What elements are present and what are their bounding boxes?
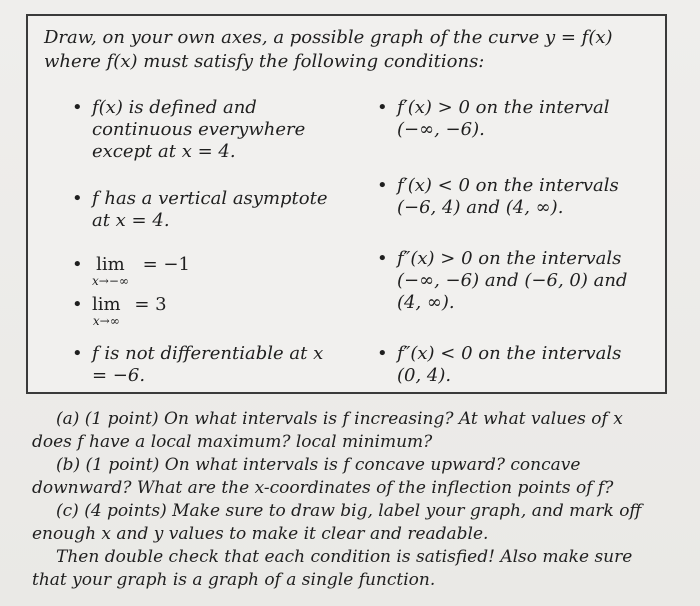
limit-word: lim <box>92 294 121 315</box>
condition-continuity-text: f(x) is defined and continuous everywhere except at x = 4. <box>92 97 306 162</box>
condition-asymptote-text: f has a vertical asymptote at x = 4. <box>92 188 328 231</box>
bullet-dot: • <box>377 175 388 196</box>
condition-limit-neg-inf <box>72 254 342 288</box>
bullet-dot: • <box>377 97 388 118</box>
condition-fdoubleprime-negative-text: f″(x) < 0 on the intervals (0, 4). <box>397 343 622 386</box>
condition-fprime-positive-text: f′(x) > 0 on the interval (−∞, −6). <box>397 97 610 140</box>
condition-fdoubleprime-positive-text: f″(x) > 0 on the intervals (−∞, −6) and (−6, 0) and (4, ∞). <box>397 248 628 313</box>
bullet-dot: • <box>72 188 83 209</box>
questions-section <box>32 408 664 592</box>
limit-subscript: x→∞ <box>92 314 120 328</box>
condition-limit-pos-inf <box>72 294 342 328</box>
question-c: (c) (4 points) Make sure to draw big, label your graph, and mark off enough x and y values to make it clear and readable. <box>32 501 642 544</box>
limit-value: = −1 <box>142 254 190 275</box>
limit-operator <box>92 254 129 287</box>
condition-fdoubleprime-negative <box>377 343 647 387</box>
bullet-dot: • <box>377 248 388 269</box>
limit-word: lim <box>96 254 125 275</box>
bullet-dot: • <box>377 343 388 364</box>
condition-fdoubleprime-positive <box>377 248 647 314</box>
condition-not-differentiable <box>72 343 342 387</box>
bullet-dot: • <box>72 343 83 364</box>
condition-continuity <box>72 97 342 163</box>
condition-fprime-negative <box>377 175 647 219</box>
condition-asymptote <box>72 188 342 232</box>
limit-subscript: x→−∞ <box>92 274 129 288</box>
bullet-dot: • <box>72 254 83 275</box>
condition-not-differentiable-text: f is not differentiable at x = −6. <box>92 343 324 386</box>
condition-fprime-negative-text: f′(x) < 0 on the intervals (−6, 4) and (4, ∞). <box>397 175 619 218</box>
limit-value: = 3 <box>134 294 167 315</box>
closing-note: Then double check that each condition is satisfied! Also make sure that your graph is a graph of a single function. <box>32 547 633 590</box>
bullet-dot: • <box>72 97 83 118</box>
bullet-dot: • <box>72 294 83 315</box>
question-b: (b) (1 point) On what intervals is f concave upward? concave downward? What are the x-coordinates of the inflection points of f? <box>32 455 614 498</box>
condition-fprime-positive <box>377 97 647 141</box>
problem-intro: Draw, on your own axes, a possible graph of the curve y = f(x) where f(x) must satisfy the following conditions: <box>44 27 613 72</box>
limit-operator <box>92 294 121 327</box>
question-a: (a) (1 point) On what intervals is f increasing? At what values of x does f have a local maximum? local minimum? <box>32 409 623 452</box>
